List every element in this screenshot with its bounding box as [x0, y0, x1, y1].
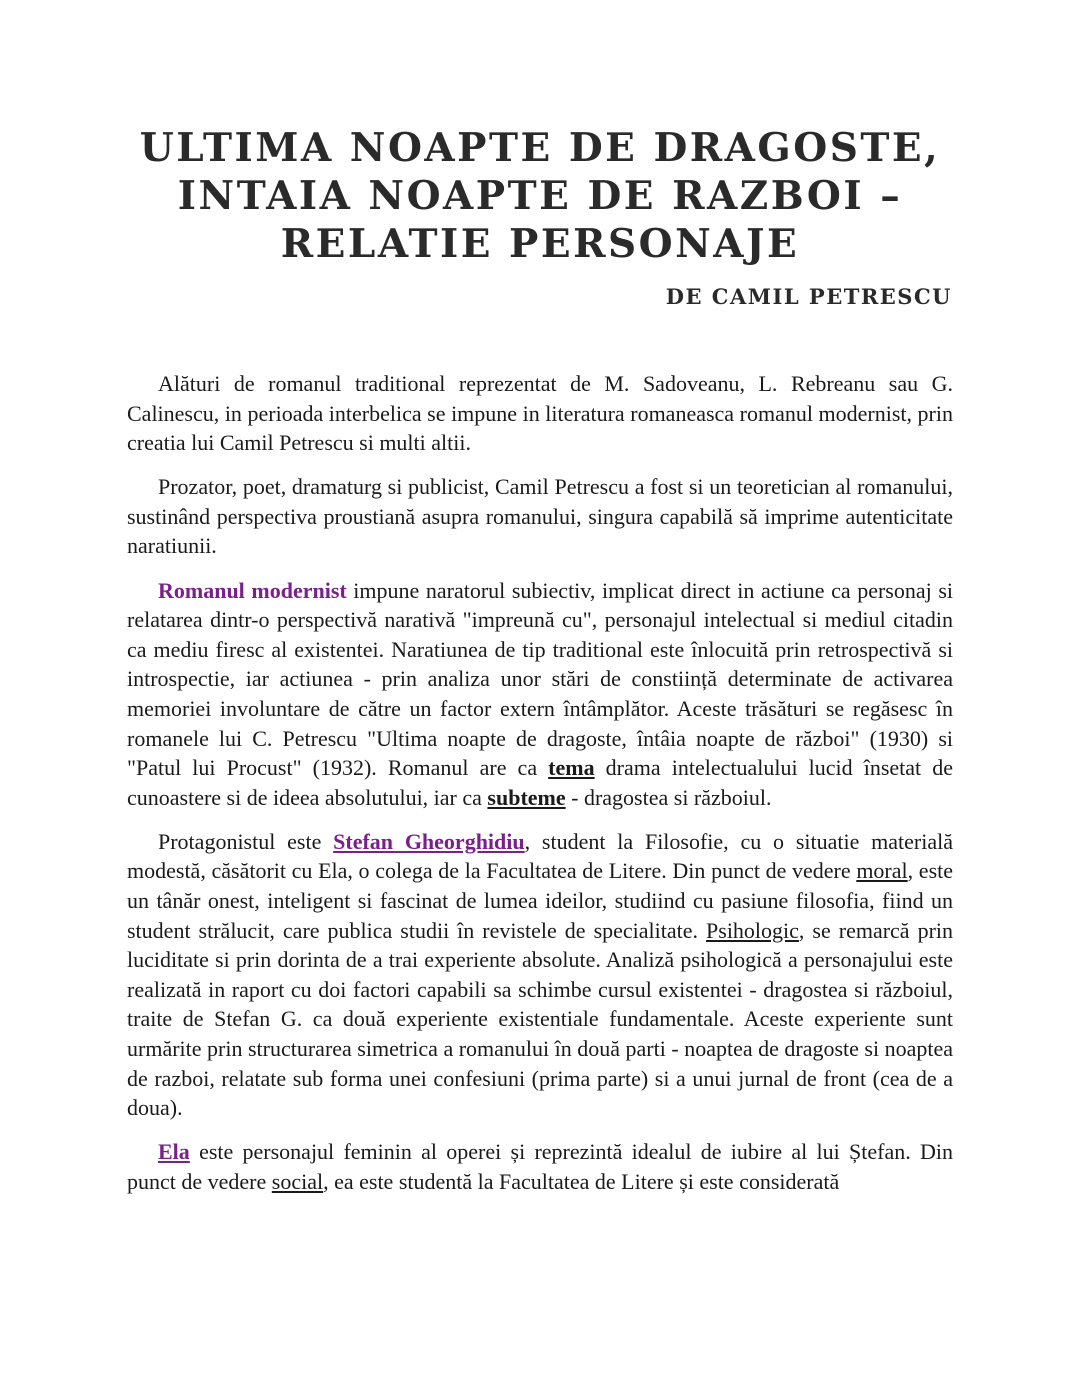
author-line: DE CAMIL PETRESCU	[665, 284, 952, 309]
document-title	[90, 124, 990, 268]
title-line-1: ULTIMA NOAPTE DE DRAGOSTE,	[139, 125, 941, 171]
term-romanul-modernist: Romanul modernist	[158, 577, 347, 603]
paragraph-text: este personajul feminin al operei și reprezintă idealul de iubire al lui Ștefan. Din punct de vedere	[127, 1139, 953, 1194]
paragraph-text: - dragostea si războiul.	[565, 784, 772, 810]
title-line-3: RELATIE PERSONAJE	[280, 221, 800, 267]
paragraph-text: , student la Filosofie, cu o situatie materială modestă, căsătorit cu Ela, o colega de la Facultatea de Litere. Din punct de vedere	[127, 828, 953, 884]
paragraph-author: Prozator, poet, dramaturg si publicist, Camil Petrescu a fost si un teoretician al romanului, sustinând perspectiva proustiană asupra romanului, singura capabilă să imprime autenticitate naratiunii.	[127, 474, 953, 559]
document-body	[127, 369, 953, 1211]
paragraph-modernist-novel	[127, 576, 953, 813]
term-social: social	[271, 1168, 324, 1194]
term-tema: tema	[548, 755, 595, 781]
paragraph-protagonist	[127, 827, 953, 1123]
paragraph-text: , este un tânăr onest, inteligent si fascinat de lumea ideilor, studiind cu pasiune filosofia, fiind un student strălucit, care publica studii în revistele de specialitate.	[127, 858, 954, 943]
paragraph-text: , ea este studentă la Facultatea de Litere și este considerată	[323, 1168, 840, 1194]
character-stefan-gheorghidiu: Stefan Gheorghidiu	[333, 828, 525, 854]
term-psihologic: Psihologic	[706, 917, 799, 943]
character-ela: Ela	[158, 1139, 190, 1165]
term-moral: moral	[856, 858, 908, 884]
term-subteme: subteme	[487, 784, 566, 810]
paragraph-ela	[127, 1137, 953, 1196]
paragraph-text: Protagonistul este	[158, 828, 334, 854]
paragraph-text: impune naratorul subiectiv, implicat direct in actiune ca personaj si relatarea dintr-o perspectivă narativă "impreună cu", personajul intelectual si mediul citadin ca mediu firesc al existentei. Naratiunea de tip traditional este înlocuită prin retrospectivă si introspectie, iar actiunea - prin analiza unor stări de constiință determinate de activarea memoriei involuntare de către un factor extern întâmplător. Aceste trăsături se regăsesc în romanele lui C. Petrescu "Ultima noapte de dragoste, întâia noapte de război" (1930) si "Patul lui Procust" (1932). Romanul are ca	[127, 577, 953, 781]
paragraph-text: drama intelectualului lucid însetat de cunoastere si de ideea absolutului, iar ca	[127, 755, 953, 810]
title-line-2: INTAIA NOAPTE DE RAZBOI –	[177, 173, 903, 219]
paragraph-text: , se remarcă prin luciditate si prin dorinta de a trai experiente absolute. Analiză psihologică a personajului este realizată in raport cu doi factori capabili sa schimbe cursul existentei - dragostea si războiul, traite de Stefan G. ca două experiente existentiale fundamentale. Aceste experiente sunt urmărite prin structurarea simetrica a romanului în două parti - noaptea de dragoste si noaptea de razboi, relatate sub forma unei confesiuni (prima parte) si a unui jurnal de front (cea de a doua).	[127, 917, 954, 1121]
paragraph-intro: Alături de romanul traditional reprezentat de M. Sadoveanu, L. Rebreanu sau G. Calinescu, in perioada interbelica se impune in literatura romaneasca romanul modernist, prin creatia lui Camil Petrescu si multi altii.	[127, 371, 953, 456]
